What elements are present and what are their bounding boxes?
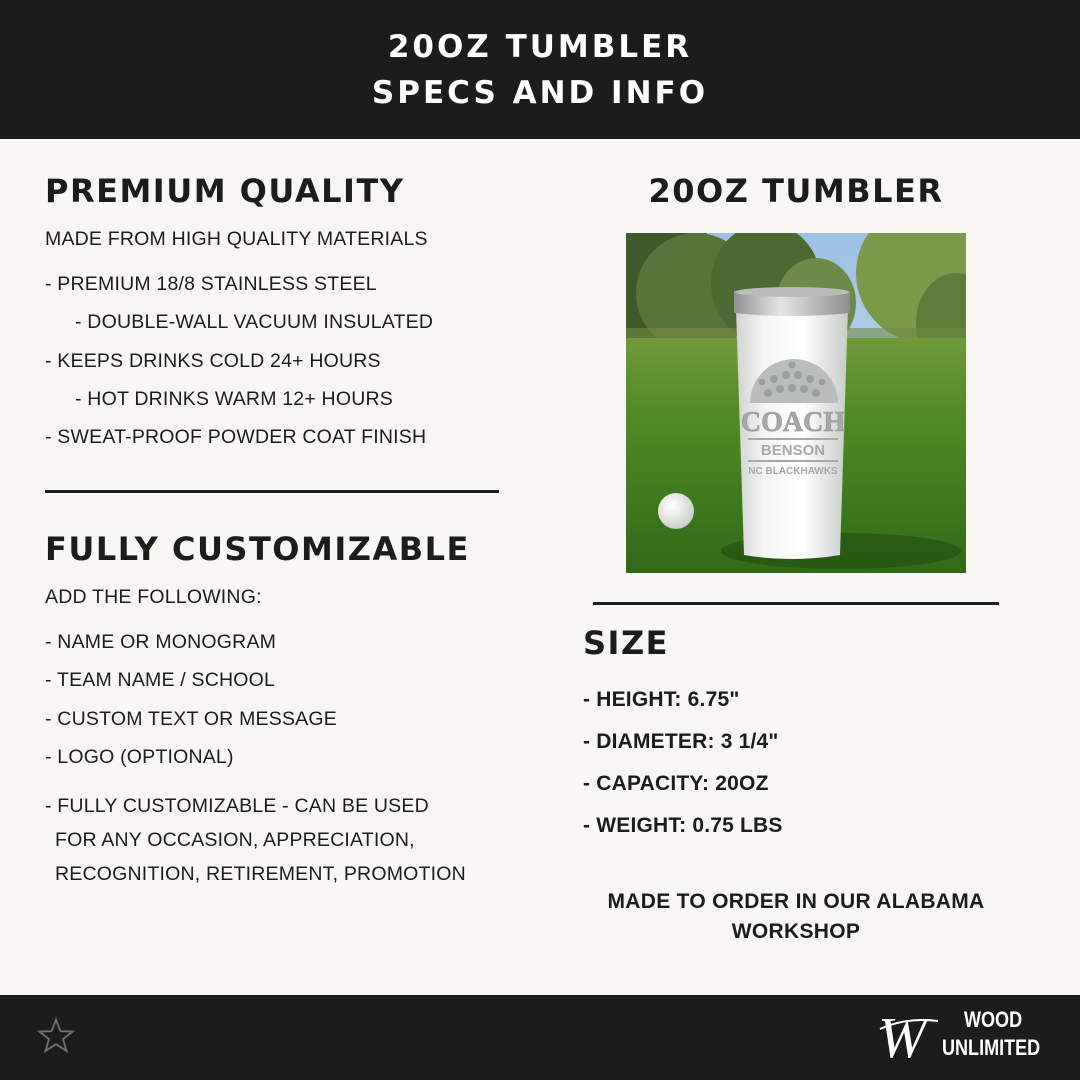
header-title-line1: 20OZ TUMBLER: [387, 28, 693, 65]
customizable-note-line: RECOGNITION, RETIREMENT, PROMOTION: [55, 863, 466, 885]
made-to-order-line2: WORKSHOP: [731, 920, 861, 943]
logo-word-unlimited: UNLIMITED: [942, 1035, 1041, 1060]
customizable-note-line: FOR ANY OCCASION, APPRECIATION,: [55, 829, 415, 851]
size-item: - CAPACITY: 20OZ: [583, 772, 769, 795]
size-item: - DIAMETER: 3 1/4": [583, 730, 779, 753]
premium-item: - DOUBLE-WALL VACUUM INSULATED: [75, 311, 434, 333]
header-banner: [0, 0, 1080, 139]
product-photo: [626, 233, 966, 573]
svg-text:W: W: [878, 1007, 927, 1065]
w-monogram-icon: [876, 1007, 942, 1065]
size-item: - HEIGHT: 6.75": [583, 688, 740, 711]
customizable-item: - CUSTOM TEXT OR MESSAGE: [45, 708, 337, 730]
engraving-line3: NC BLACKHAWKS: [748, 466, 838, 477]
logo-word-wood: WOOD: [964, 1007, 1023, 1032]
size-heading: SIZE: [583, 624, 670, 662]
wood-unlimited-logo: [876, 1005, 1056, 1069]
header-title-line2: SPECS AND INFO: [371, 74, 709, 111]
made-to-order-line1: MADE TO ORDER IN OUR ALABAMA: [607, 890, 985, 913]
engraving-line1: COACH: [740, 407, 846, 438]
star-outline-icon[interactable]: [37, 1017, 75, 1055]
customizable-note-line: - FULLY CUSTOMIZABLE - CAN BE USED: [45, 795, 429, 817]
section-divider: [45, 490, 499, 493]
size-item: - WEIGHT: 0.75 LBS: [583, 814, 783, 837]
fully-customizable-heading: FULLY CUSTOMIZABLE: [45, 530, 470, 568]
product-heading: 20OZ TUMBLER: [648, 172, 944, 210]
premium-quality-heading: PREMIUM QUALITY: [45, 172, 405, 210]
tumbler-on-golf-course-image: [626, 233, 966, 573]
customizable-item: - LOGO (OPTIONAL): [45, 746, 234, 768]
premium-item: - PREMIUM 18/8 STAINLESS STEEL: [45, 273, 377, 295]
premium-intro: MADE FROM HIGH QUALITY MATERIALS: [45, 228, 428, 250]
section-divider: [593, 602, 999, 605]
premium-item: - KEEPS DRINKS COLD 24+ HOURS: [45, 350, 381, 372]
footer-bar: [0, 995, 1080, 1080]
customizable-item: - TEAM NAME / SCHOOL: [45, 669, 276, 691]
engraving-line2: BENSON: [760, 442, 826, 459]
customizable-intro: ADD THE FOLLOWING:: [45, 586, 262, 608]
premium-item: - SWEAT-PROOF POWDER COAT FINISH: [45, 426, 427, 448]
customizable-item: - NAME OR MONOGRAM: [45, 631, 277, 653]
premium-item: - HOT DRINKS WARM 12+ HOURS: [75, 388, 393, 410]
